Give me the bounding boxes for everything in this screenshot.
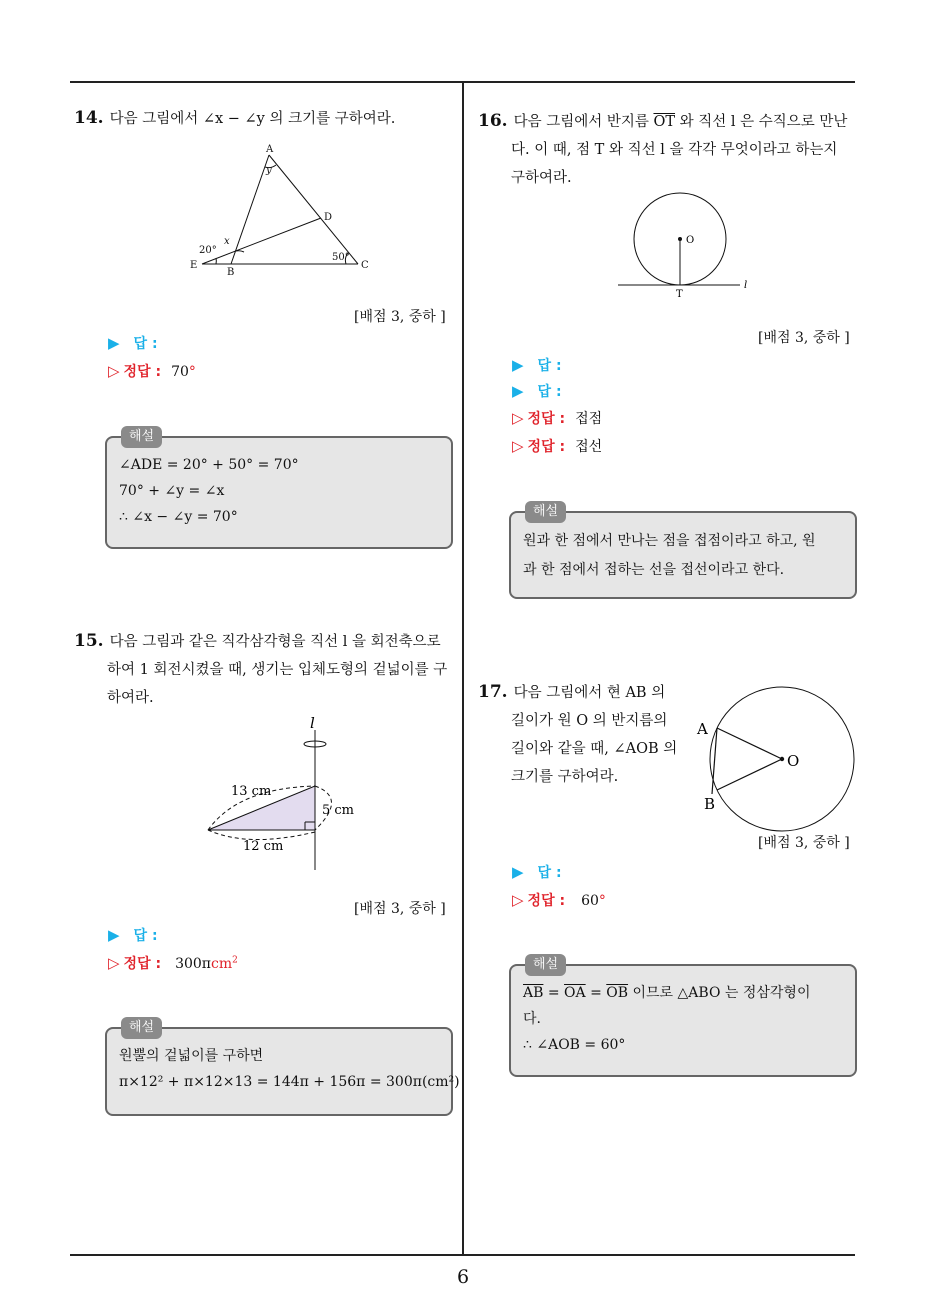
question-15	[74, 627, 447, 712]
question-text-post: 와 직선 l 은 수직으로 만난	[675, 114, 848, 130]
label-o: O	[787, 752, 800, 770]
unit: cm	[211, 956, 233, 972]
outline-triangle-icon: ▷	[512, 409, 524, 427]
answer-triangle-icon: ▶	[512, 356, 524, 374]
solution-tag: 해설	[525, 954, 566, 976]
q16-answer-row-1	[512, 355, 562, 375]
correct-label: 정답 :	[527, 411, 566, 427]
center-point	[678, 237, 682, 241]
radius-ob	[717, 759, 782, 790]
segment-oa: $\overline{OA}$	[564, 985, 586, 1001]
correct-label: 정답 :	[527, 439, 566, 455]
bottom-rule	[70, 1254, 855, 1256]
q17-figure	[692, 684, 858, 834]
answer-label: 답 :	[133, 336, 158, 352]
question-14	[74, 104, 395, 133]
question-text-line: 길이가 원 O 의 반지름의	[511, 713, 668, 729]
label-c: C	[361, 260, 369, 271]
q15-solution-box	[105, 1020, 460, 1116]
outline-triangle-icon: ▷	[108, 954, 120, 972]
center-point	[780, 757, 784, 761]
outline-triangle-icon: ▷	[512, 891, 524, 909]
question-text-line: 크기를 구하여라.	[511, 769, 619, 785]
q15-correct-row	[108, 953, 238, 973]
label-b: B	[704, 795, 716, 813]
label-20deg: 20°	[199, 245, 217, 256]
correct-label: 정답 :	[527, 893, 566, 909]
question-number: 15.	[74, 631, 104, 651]
solution-line: ∴ ∠AOB = 60°	[523, 1037, 626, 1053]
page-number: 6	[456, 1266, 470, 1288]
label-a: A	[266, 144, 274, 155]
answer-label: 답 :	[133, 928, 158, 944]
label-l: l	[744, 280, 748, 291]
correct-value: 60	[581, 893, 599, 909]
solution-line: 원과 한 점에서 만나는 점을 접점이라고 하고, 원	[523, 533, 816, 549]
q16-score-meta: [배점 3, 중하 ]	[758, 330, 850, 346]
height-label: 5 cm	[322, 803, 355, 818]
label-o: O	[686, 235, 695, 246]
segment-ac	[269, 155, 358, 264]
question-text: 다음 그림에서 ∠x − ∠y 의 크기를 구하여라.	[109, 111, 396, 127]
solution-line: π×12² + π×12×13 = 144π + 156π = 300π(cm²)	[119, 1074, 460, 1090]
solution-text: 이므로 △ABO 는 정삼각형이	[628, 985, 811, 1001]
question-text-line: 다. 이 때, 점 T 와 직선 l 을 각각 무엇이라고 하는지	[511, 142, 838, 158]
q14-correct-row	[108, 361, 196, 381]
question-17	[478, 678, 677, 791]
answer-label: 답 :	[537, 865, 562, 881]
question-text-line: 하여 1 회전시켰을 때, 생기는 입체도형의 겉넓이를 구	[107, 662, 448, 678]
answer-triangle-icon: ▶	[512, 382, 524, 400]
label-t: T	[676, 289, 683, 300]
q17-answer-row	[512, 862, 562, 882]
solution-tag: 해설	[121, 1017, 162, 1039]
unit-exponent: 2	[232, 955, 238, 966]
segment-ed	[202, 218, 321, 264]
q14-answer-row	[108, 333, 158, 353]
q17-solution-box	[509, 957, 857, 1077]
solution-tag: 해설	[121, 426, 162, 448]
question-number: 14.	[74, 108, 104, 128]
degree-unit: °	[598, 893, 606, 909]
solution-line: ∴ ∠x − ∠y = 70°	[119, 509, 238, 525]
solution-line: 과 한 점에서 접하는 선을 접선이라고 한다.	[523, 562, 785, 578]
q16-correct-row-1	[512, 408, 602, 428]
angle-x-arc	[236, 251, 244, 252]
correct-value: 300π	[175, 956, 212, 972]
label-x: x	[224, 236, 230, 247]
label-50deg: 50°	[332, 252, 350, 263]
q16-answer-row-2	[512, 381, 562, 401]
answer-triangle-icon: ▶	[512, 863, 524, 881]
answer-triangle-icon: ▶	[108, 926, 120, 944]
label-b: B	[227, 267, 235, 278]
radius-oa	[717, 728, 782, 759]
correct-value: 70	[171, 364, 189, 380]
label-d: D	[324, 212, 333, 223]
answer-triangle-icon: ▶	[108, 334, 120, 352]
question-number: 16.	[478, 111, 508, 131]
degree-unit: °	[188, 364, 196, 380]
label-e: E	[190, 260, 198, 271]
solution-tag: 해설	[525, 501, 566, 523]
question-number: 17.	[478, 682, 508, 702]
hypotenuse-label: 13 cm	[231, 784, 272, 799]
correct-label: 정답 :	[123, 956, 162, 972]
solution-line: 다.	[523, 1011, 541, 1027]
axis-label: l	[310, 714, 315, 732]
equals: =	[543, 985, 565, 1001]
base-label: 12 cm	[243, 839, 284, 854]
q16-figure	[610, 190, 770, 302]
q17-score-meta: [배점 3, 중하 ]	[758, 835, 850, 851]
correct-label: 정답 :	[123, 364, 162, 380]
solution-line	[523, 980, 843, 1006]
outline-triangle-icon: ▷	[108, 362, 120, 380]
label-y: y	[266, 165, 272, 176]
question-text-line: 다음 그림에서 현 AB 의	[513, 685, 666, 701]
answer-label: 답 :	[537, 384, 562, 400]
equals: =	[585, 985, 607, 1001]
q14-solution-box	[105, 429, 453, 549]
q15-figure	[198, 710, 368, 875]
segment-ab: $\overline{AB}$	[523, 985, 544, 1001]
q14-score-meta: [배점 3, 중하 ]	[354, 309, 446, 325]
question-text-line: 길이와 같을 때, ∠AOB 의	[511, 741, 678, 757]
q15-answer-row	[108, 925, 158, 945]
solution-line: 70° + ∠y = ∠x	[119, 483, 225, 499]
correct-value: 접점	[575, 411, 603, 427]
q15-score-meta: [배점 3, 중하 ]	[354, 901, 446, 917]
segment-ob: $\overline{OB}$	[606, 985, 629, 1001]
label-a: A	[697, 720, 708, 738]
outline-triangle-icon: ▷	[512, 437, 524, 455]
q16-correct-row-2	[512, 436, 602, 456]
solution-line: 원뿔의 겉넓이를 구하면	[119, 1048, 264, 1064]
answer-label: 답 :	[537, 358, 562, 374]
question-text-pre: 다음 그림에서 반지름	[513, 114, 654, 130]
q14-figure	[186, 140, 376, 280]
question-text-line: 하여라.	[107, 690, 154, 706]
question-text-line: 구하여라.	[511, 170, 572, 186]
question-text-line: 다음 그림과 같은 직각삼각형을 직선 l 을 회전축으로	[109, 634, 441, 650]
correct-value: 접선	[575, 439, 603, 455]
q17-correct-row	[512, 890, 606, 910]
q16-solution-box	[509, 504, 857, 599]
question-16	[478, 107, 847, 192]
segment-ot: $\overline{OT}$	[653, 114, 676, 130]
segment-ab	[231, 155, 269, 264]
solution-line: ∠ADE = 20° + 50° = 70°	[119, 457, 299, 473]
column-divider	[462, 82, 464, 1254]
